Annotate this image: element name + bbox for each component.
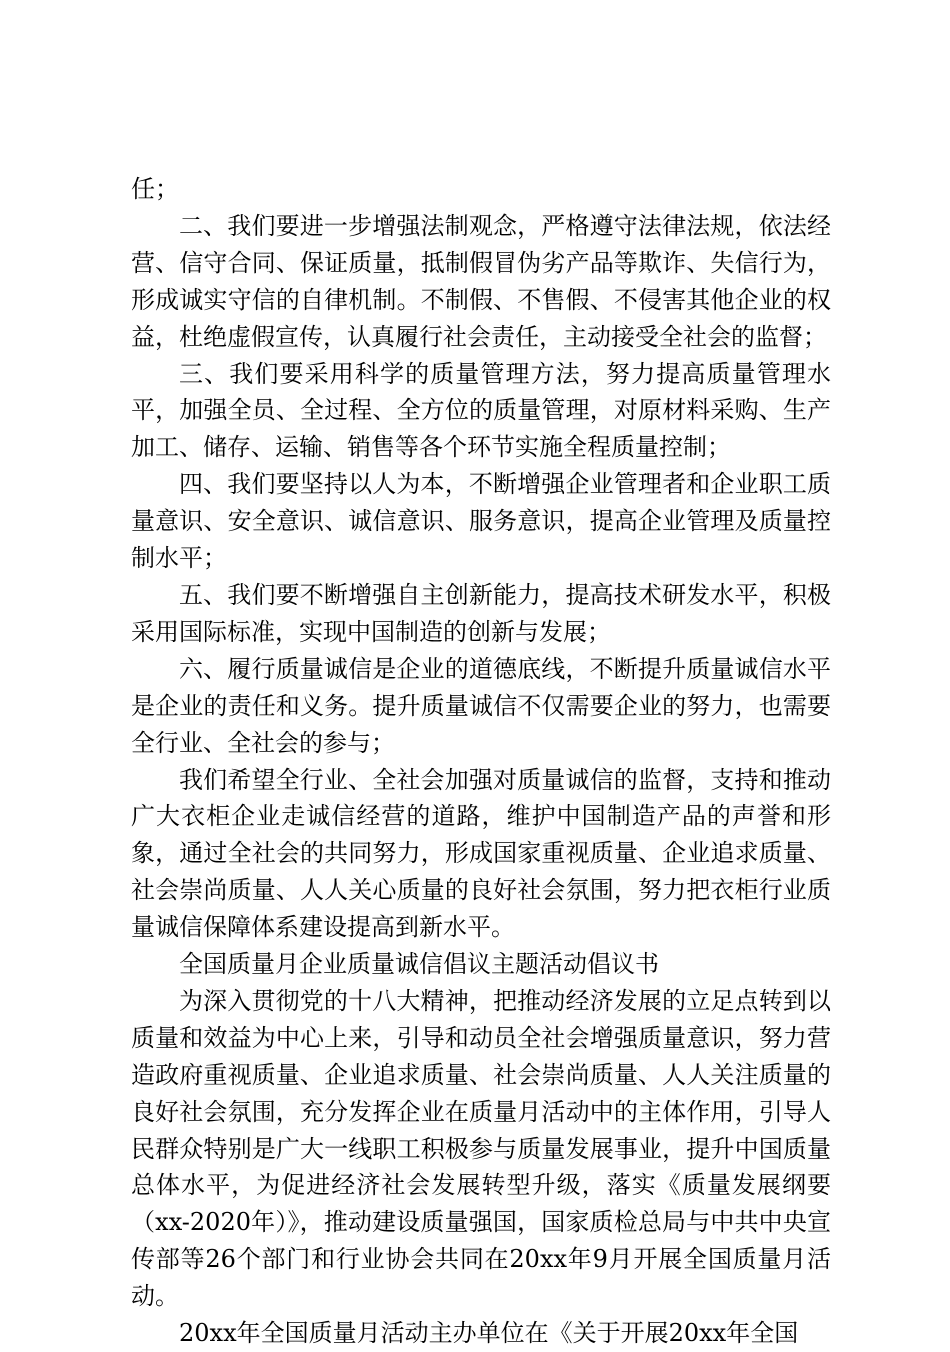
section-title: 全国质量月企业质量诚信倡议主题活动倡议书 [179,950,659,979]
paragraph-closing: 我们希望全行业、全社会加强对质量诚信的监督，支持和推动广大衣柜企业走诚信经营的道路，维护中国制造产品的声誉和形象，通过全社会的共同努力，形成国家重视质量、企业追求质量、社会崇尚质量、人人关心质量的良好社会氛围，努力把衣柜行业质量诚信保障体系建设提高到新水平。 [131,765,831,942]
paragraph-truncated: 20xx年全国质量月活动主办单位在《关于开展20xx年全国 [179,1319,799,1348]
paragraph-item-4: 四、我们要坚持以人为本，不断增强企业管理者和企业职工质量意识、安全意识、诚信意识、服务意识，提高企业管理及质量控制水平； [131,470,831,573]
paragraph-continuation: 任； [131,175,179,203]
document-body [131,171,831,1352]
paragraph-item-2: 二、我们要进一步增强法制观念，严格遵守法律法规，依法经营、信守合同、保证质量，抵制假冒伪劣产品等欺诈、失信行为，形成诚实守信的自律机制。不制假、不售假、不侵害其他企业的权益，杜绝虚假宣传，认真履行社会责任，主动接受全社会的监督； [131,211,831,351]
paragraph-item-6: 六、履行质量诚信是企业的道德底线，不断提升质量诚信水平是企业的责任和义务。提升质量诚信不仅需要企业的努力，也需要全行业、全社会的参与； [131,654,831,757]
paragraph-intro: 为深入贯彻党的十八大精神，把推动经济发展的立足点转到以质量和效益为中心上来，引导和动员全社会增强质量意识，努力营造政府重视质量、企业追求质量、社会崇尚质量、人人关注质量的良好社会氛围，充分发挥企业在质量月活动中的主体作用，引导人民群众特别是广大一线职工积极参与质量发展事业，提升中国质量总体水平，为促进经济社会发展转型升级，落实《质量发展纲要（xx-2020年）》，推动建设质量强国，国家质检总局与中共中央宣传部等26个部门和行业协会共同在20xx年9月开展全国质量月活动。 [131,986,831,1311]
paragraph-item-5: 五、我们要不断增强自主创新能力，提高技术研发水平，积极采用国际标准，实现中国制造的创新与发展； [131,580,831,646]
paragraph-item-3: 三、我们要采用科学的质量管理方法，努力提高质量管理水平，加强全员、全过程、全方位的质量管理，对原材料采购、生产加工、储存、运输、销售等各个环节实施全程质量控制； [131,359,831,462]
